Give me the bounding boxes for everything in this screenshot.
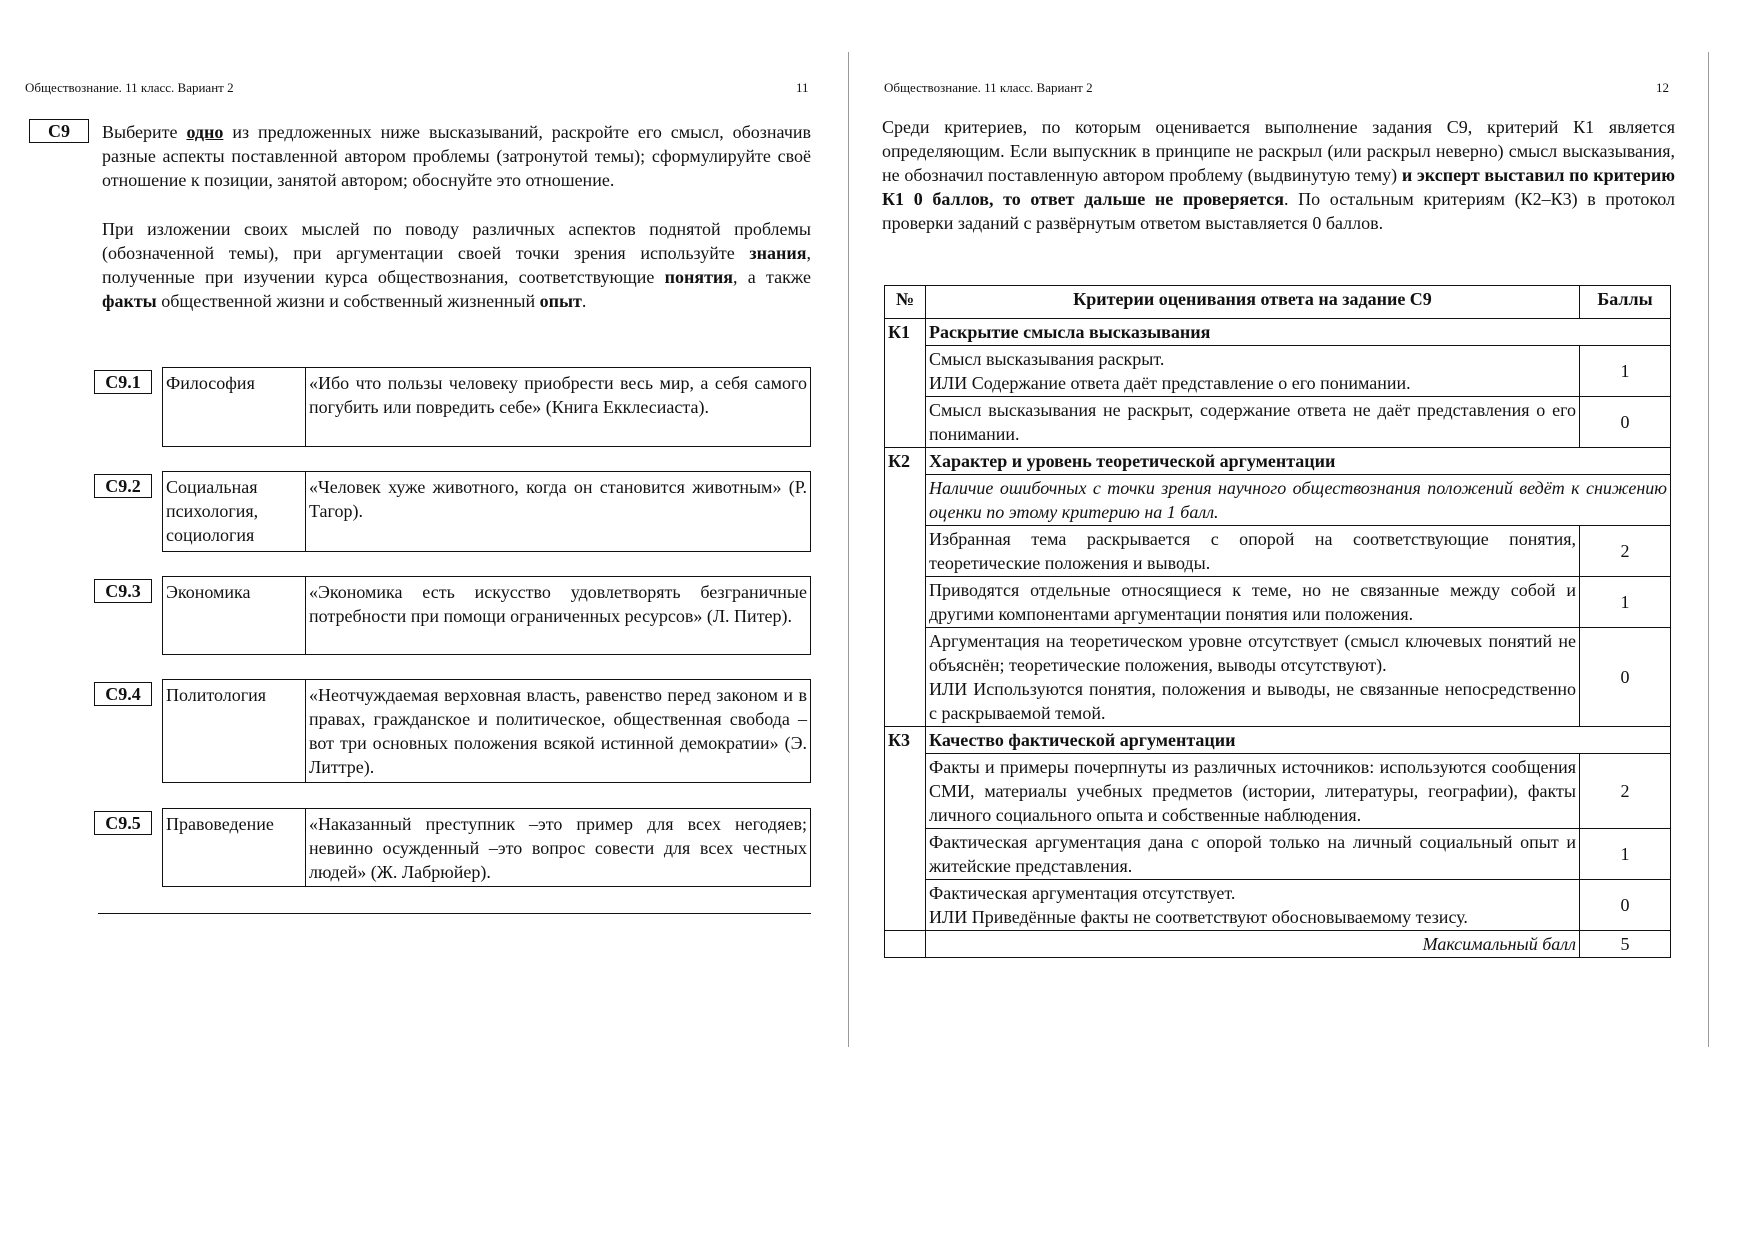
criterion-number: К1: [885, 319, 926, 448]
criterion-description: Смысл высказывания не раскрыт, содержание ответа не даёт представления о его понимании.: [926, 397, 1580, 448]
max-score-row: [885, 931, 1671, 958]
table-row: [885, 628, 1671, 727]
col-header-points: Баллы: [1580, 286, 1671, 319]
criterion-description: Приводятся отдельные относящиеся к теме, но не связанные между собой и другими компонентами аргументации понятия или положения.: [926, 577, 1580, 628]
table-row: [885, 829, 1671, 880]
criterion-title: Характер и уровень теоретической аргументации: [926, 448, 1671, 475]
max-score-label: Максимальный балл: [926, 931, 1580, 958]
option-quote: «Наказанный преступник –это пример для всех негодяев; невинно осужденный –это вопрос совести для всех честных людей» (Ж. Лабрюйер).: [309, 814, 807, 882]
task-tag: С9: [29, 119, 89, 143]
table-row: [885, 577, 1671, 628]
criterion-note: Наличие ошибочных с точки зрения научного обществознания положений ведёт к снижению оценки по этому критерию на 1 балл.: [926, 475, 1671, 526]
option-tag: С9.1: [94, 370, 152, 394]
option-row: [162, 471, 811, 552]
criterion-description: Фактическая аргументация отсутствует. ИЛИ Приведённые факты не соответствуют обосновываемому тезису.: [926, 880, 1580, 931]
max-score-value: 5: [1580, 931, 1671, 958]
right-page-edge: [1708, 52, 1709, 1047]
option-subject: Экономика: [162, 577, 306, 654]
option-tag: С9.5: [94, 811, 152, 835]
table-row: [885, 397, 1671, 448]
table-header-row: [885, 286, 1671, 319]
table-row: [885, 754, 1671, 829]
left-page-header: Обществознание. 11 класс. Вариант 2: [25, 80, 234, 95]
table-row: [885, 880, 1671, 931]
criterion-title: Качество фактической аргументации: [926, 727, 1671, 754]
option-subject: Политология: [162, 680, 306, 782]
criterion-points: 1: [1580, 577, 1671, 628]
criterion-points: 2: [1580, 754, 1671, 829]
left-page-number: 11: [796, 80, 809, 95]
option-tag: С9.4: [94, 682, 152, 706]
task-instructions: При изложении своих мыслей по поводу различных аспектов поднятой проблемы (обозначенной темы), при аргументации своей точки зрения используйте знания, полученные при изучении курса обществознания, соответствующие понятия, а также факты общественной жизни и собственный жизненный опыт.: [102, 219, 811, 311]
criterion-points: 1: [1580, 346, 1671, 397]
criterion-points: 2: [1580, 526, 1671, 577]
option-quote: «Неотчуждаемая верховная власть, равенство перед законом и в правах, гражданское и политическое, общественная свобода – вот три основных положения всякой истинной демократии» (Э. Литтре).: [309, 685, 807, 777]
table-row: [885, 526, 1671, 577]
criterion-points: 0: [1580, 628, 1671, 727]
criterion-points: 0: [1580, 880, 1671, 931]
col-header-number: №: [885, 286, 926, 319]
option-row: [162, 679, 811, 783]
option-quote: «Человек хуже животного, когда он становится животным» (Р. Тагор).: [309, 477, 807, 521]
criterion-note-row: [885, 475, 1671, 526]
max-score-empty-cell: [885, 931, 926, 958]
option-tag: С9.3: [94, 579, 152, 603]
criterion-description: Избранная тема раскрывается с опорой на соответствующие понятия, теоретические положения и выводы.: [926, 526, 1580, 577]
task-intro: Выберите одно из предложенных ниже высказываний, раскройте его смысл, обозначив разные аспекты поставленной автором проблемы (затронутой темы); сформулируйте своё отношение к позиции, занятой автором; обоснуйте это отношение.: [102, 122, 812, 190]
option-subject: Социальная психология, социология: [162, 472, 306, 551]
criterion-section-row: [885, 448, 1671, 475]
option-tag: С9.2: [94, 474, 152, 498]
option-subject: Философия: [162, 368, 306, 446]
criterion-section-row: [885, 727, 1671, 754]
criteria-table: [884, 285, 1671, 958]
criterion-number: К3: [885, 727, 926, 931]
right-page-number: 12: [1656, 80, 1669, 95]
section-end-rule: [98, 913, 811, 914]
option-row: [162, 576, 811, 655]
option-quote: «Экономика есть искусство удовлетворять безграничные потребности при помощи ограниченных ресурсов» (Л. Питер).: [309, 582, 807, 626]
criterion-title: Раскрытие смысла высказывания: [926, 319, 1671, 346]
option-subject: Правоведение: [162, 809, 306, 886]
criterion-points: 1: [1580, 829, 1671, 880]
criterion-description: Смысл высказывания раскрыт. ИЛИ Содержание ответа даёт представление о его понимании.: [926, 346, 1580, 397]
col-header-criteria: Критерии оценивания ответа на задание С9: [926, 286, 1580, 319]
page-divider: [848, 52, 849, 1047]
criterion-description: Аргументация на теоретическом уровне отсутствует (смысл ключевых понятий не объяснён; теоретические положения, выводы отсутствуют). ИЛИ Используются понятия, положения и выводы, не связанные непосредственно с раскрываемой темой.: [926, 628, 1580, 727]
option-row: [162, 367, 811, 447]
criteria-intro: Среди критериев, по которым оценивается выполнение задания С9, критерий К1 является определяющим. Если выпускник в принципе не раскрыл (или раскрыл неверно) смысл высказывания, не обозначил поставленную автором проблему (выдвинутую тему) и эксперт выставил по критерию К1 0 баллов, то ответ дальше не проверяется. По остальным критериям (К2–К3) в протокол проверки заданий с развёрнутым ответом выставляется 0 баллов.: [882, 117, 1675, 233]
criterion-number: К2: [885, 448, 926, 727]
option-row: [162, 808, 811, 887]
table-row: [885, 346, 1671, 397]
criterion-description: Фактическая аргументация дана с опорой только на личный социальный опыт и житейские представления.: [926, 829, 1580, 880]
criterion-section-row: [885, 319, 1671, 346]
option-quote: «Ибо что пользы человеку приобрести весь мир, а себя самого погубить или повредить себе» (Книга Екклесиаста).: [309, 373, 807, 417]
criterion-description: Факты и примеры почерпнуты из различных источников: используются сообщения СМИ, материалы учебных предметов (истории, литературы, географии), факты личного социального опыта и собственные наблюдения.: [926, 754, 1580, 829]
right-page-header: Обществознание. 11 класс. Вариант 2: [884, 80, 1093, 95]
criterion-points: 0: [1580, 397, 1671, 448]
